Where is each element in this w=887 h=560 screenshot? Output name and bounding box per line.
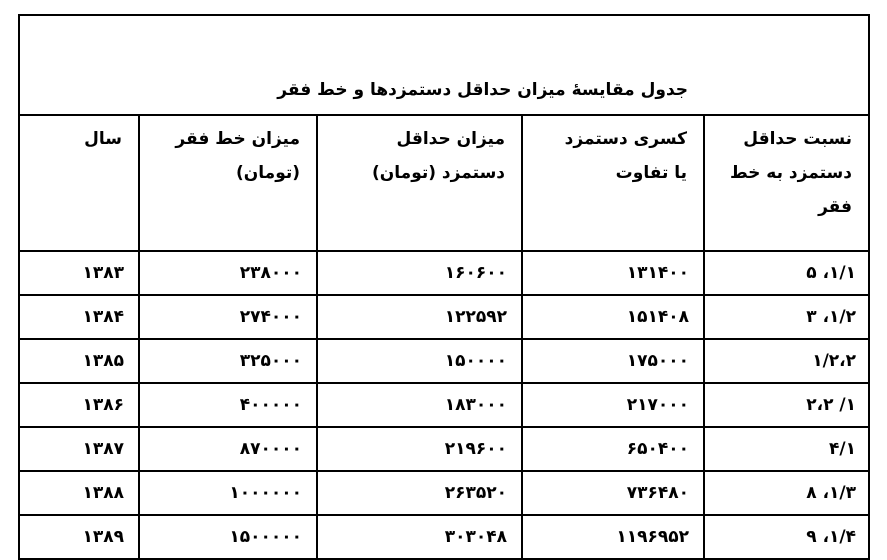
table-title: جدول مقایسهٔ میزان حداقل دستمزدها و خط فقر (19, 15, 869, 115)
cell-gap: ۶۵۰۴۰۰ (522, 427, 704, 471)
cell-year: ۱۳۸۷ (19, 427, 139, 471)
header-line: میزان حداقل (396, 129, 506, 149)
table-row (19, 339, 869, 383)
cell-min-wage: ۳۰۳۰۴۸ (317, 515, 522, 559)
cell-min-wage: ۲۶۳۵۲۰ (317, 471, 522, 515)
cell-ratio: ۱/ ۲،۲ (704, 383, 869, 427)
header-line: (تومان) (236, 163, 301, 183)
table-row (19, 515, 869, 559)
cell-ratio: ۱/۲،۲ (704, 339, 869, 383)
header-line: یا تفاوت (615, 163, 688, 183)
header-line: میزان خط فقر (175, 129, 301, 149)
cell-poverty-line: ۲۳۸۰۰۰ (139, 251, 317, 295)
cell-ratio: ۴/۱ (704, 427, 869, 471)
table-row (19, 383, 869, 427)
header-line: فقر (818, 197, 853, 217)
column-header-ratio (704, 115, 869, 251)
cell-year: ۱۳۸۸ (19, 471, 139, 515)
cell-gap: ۲۱۷۰۰۰ (522, 383, 704, 427)
cell-min-wage: ۱۸۳۰۰۰ (317, 383, 522, 427)
cell-gap: ۱۵۱۴۰۸ (522, 295, 704, 339)
cell-ratio: ۱/۲، ۳ (704, 295, 869, 339)
cell-gap: ۷۳۶۴۸۰ (522, 471, 704, 515)
table-row (19, 471, 869, 515)
comparison-table (18, 14, 870, 560)
header-row (19, 115, 869, 251)
column-header-gap (522, 115, 704, 251)
cell-gap: ۱۷۵۰۰۰ (522, 339, 704, 383)
column-header-year (19, 115, 139, 251)
table-row (19, 427, 869, 471)
cell-ratio: ۱/۴، ۹ (704, 515, 869, 559)
cell-year: ۱۳۸۴ (19, 295, 139, 339)
comparison-table-frame (18, 14, 868, 547)
cell-min-wage: ۲۱۹۶۰۰ (317, 427, 522, 471)
cell-year: ۱۳۸۳ (19, 251, 139, 295)
cell-gap: ۱۳۱۴۰۰ (522, 251, 704, 295)
cell-min-wage: ۱۲۲۵۹۲ (317, 295, 522, 339)
header-line: دستمزد (تومان) (372, 163, 506, 183)
cell-poverty-line: ۱۵۰۰۰۰۰ (139, 515, 317, 559)
cell-year: ۱۳۸۹ (19, 515, 139, 559)
cell-poverty-line: ۲۷۴۰۰۰ (139, 295, 317, 339)
header-line: دستمزد به خط (729, 163, 853, 183)
header-line: نسبت حداقل (743, 129, 853, 149)
cell-gap: ۱۱۹۶۹۵۲ (522, 515, 704, 559)
cell-min-wage: ۱۶۰۶۰۰ (317, 251, 522, 295)
table-row (19, 251, 869, 295)
cell-poverty-line: ۱۰۰۰۰۰۰ (139, 471, 317, 515)
cell-min-wage: ۱۵۰۰۰۰ (317, 339, 522, 383)
table-row (19, 295, 869, 339)
cell-poverty-line: ۸۷۰۰۰۰ (139, 427, 317, 471)
cell-year: ۱۳۸۶ (19, 383, 139, 427)
header-line: سال (84, 129, 123, 149)
column-header-min-wage (317, 115, 522, 251)
cell-ratio: ۱/۱، ۵ (704, 251, 869, 295)
column-header-poverty-line (139, 115, 317, 251)
cell-poverty-line: ۴۰۰۰۰۰ (139, 383, 317, 427)
cell-ratio: ۱/۳، ۸ (704, 471, 869, 515)
cell-poverty-line: ۳۲۵۰۰۰ (139, 339, 317, 383)
header-line: کسری دستمزد (564, 129, 688, 149)
cell-year: ۱۳۸۵ (19, 339, 139, 383)
